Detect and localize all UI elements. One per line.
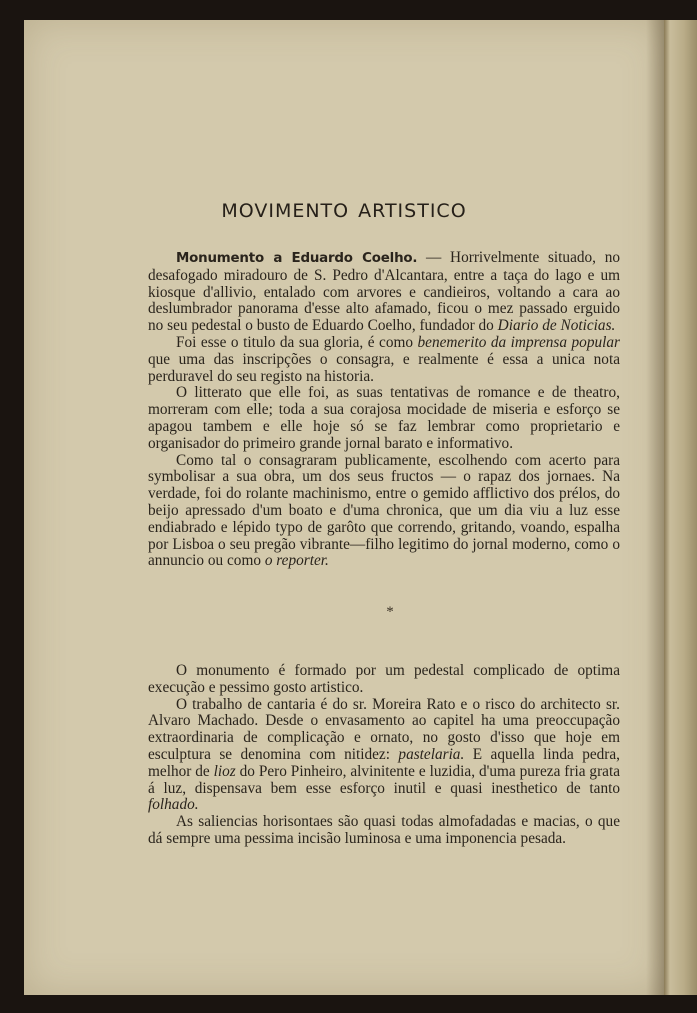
book-page xyxy=(24,20,664,995)
adjacent-page-edge xyxy=(664,20,697,995)
paragraph-italic: pastelaria. xyxy=(398,745,465,763)
paragraph-text: que uma das inscripções o consagra, e realmente é essa a unica nota perduravel do seu registo na historia. xyxy=(148,350,620,385)
article-title xyxy=(24,200,664,222)
paragraph-text: do Pero Pinheiro, alvinitente e luzidia, d'uma pureza fria grata á luz, dispensava bem esse esforço inutil e quasi inesthetico de tanto xyxy=(148,762,620,797)
paragraph xyxy=(148,697,620,815)
section-lead-heading: Monumento a Eduardo Coelho. xyxy=(176,251,418,266)
paragraph-text: E aquella linda pedra, melhor de xyxy=(148,745,621,780)
paragraph-italic: benemerito da imprensa popular xyxy=(417,333,620,351)
paragraph-italic: folhado. xyxy=(148,796,199,814)
paragraph xyxy=(148,335,620,385)
paragraph-text: O trabalho de cantaria é do sr. Moreira Rato e o risco do architecto sr. Alvaro Machado. Desde o envasamento ao capitel ha uma preoccupação extraordinaria de complicação e ornato, no gosto d'isso que hoje em esculptura se denomina com nitidez: xyxy=(148,695,620,763)
paragraph-italic: Diario de Noticias. xyxy=(497,317,616,335)
paragraph xyxy=(148,453,620,571)
gutter-shadow xyxy=(646,20,664,995)
article-title-word-1: MOVIMENTO xyxy=(221,200,350,222)
paragraph-text: Como tal o consagraram publicamente, escolhendo com acerto para symbolisar a sua obra, um dos seus fructos — o rapaz dos jornaes. Na verdade, foi do rolante machinismo, entre o gemido afflictivo dos prélos, do beijo apressado d'um boato e d'uma chronica, que um dia viu a luz esse endiabrado e lépido typo de garôto que correndo, gritando, voando, espalha por Lisboa o seu pregão vibrante—filho legitimo do jornal moderno, como o annuncio ou como xyxy=(148,451,620,570)
section-1 xyxy=(148,250,620,570)
paragraph-italic: o reporter. xyxy=(264,552,329,570)
section-2 xyxy=(148,663,620,848)
paragraph-italic: lioz xyxy=(213,762,236,780)
paragraph: O litterato que elle foi, as suas tentativas de romance e de theatro, morreram com elle; toda a sua corajosa mocidade de miseria e esforço se apagou tambem e elle hoje só se faz lembrar como proprietario e organisador do primeiro grande jornal barato e informativo. xyxy=(148,384,620,452)
paragraph-text: Foi esse o titulo da sua gloria, é como xyxy=(176,333,418,351)
article-title-word-2: ARTISTICO xyxy=(358,200,467,222)
paragraph: O monumento é formado por um pedestal complicado de optima execução e pessimo gosto artistico. xyxy=(148,661,620,696)
article-body xyxy=(148,250,620,848)
paragraph: As saliencias horisontaes são quasi todas almofadadas e macias, o que dá sempre uma pessima incisão luminosa e uma imponencia pesada. xyxy=(148,813,620,847)
paragraph xyxy=(148,250,620,335)
paragraph-text: — Horrivelmente situado, no desafogado miradouro de S. Pedro d'Alcantara, entre a taça do lago e um kiosque d'allivio, entalado com arvores e candieiros, voltando a cara ao deslumbrador panorama d'esse alto afamado, ficou o mez passado erguido no seu pedestal o busto de Eduardo Coelho, fundador do xyxy=(148,249,620,335)
section-separator: * xyxy=(386,604,394,621)
